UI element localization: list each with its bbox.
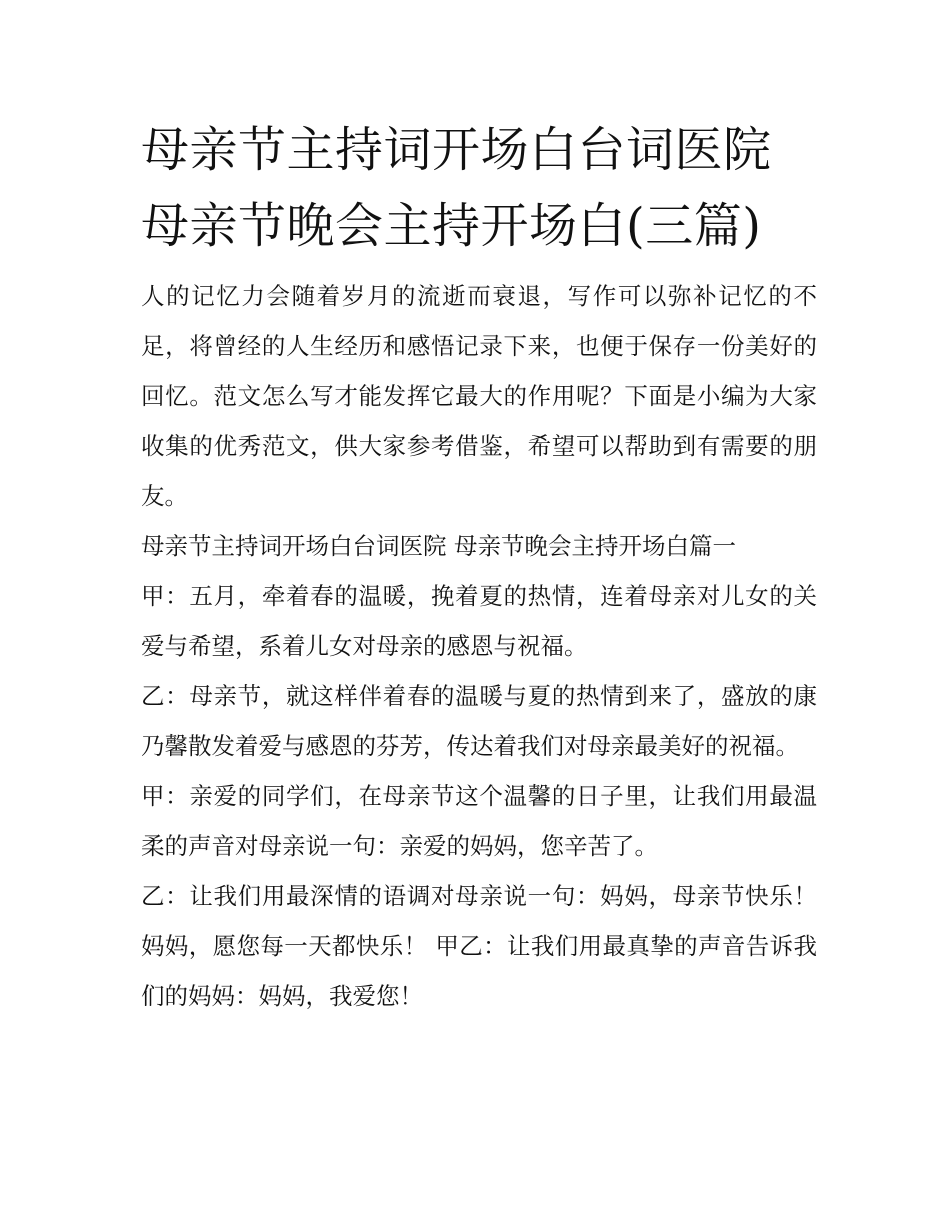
section-heading: 母亲节主持词开场白台词医院 母亲节晚会主持开场白篇一 — [141, 532, 736, 560]
dialogue-paragraph-3: 甲：亲爱的同学们，在母亲节这个温馨的日子里，让我们用最温柔的声音对母亲说一句：亲爱的妈妈，您辛苦了。 — [141, 782, 817, 860]
dialogue-paragraph-4: 乙：让我们用最深情的语调对母亲说一句：妈妈，母亲节快乐！妈妈，愿您每一天都快乐！ 甲乙：让我们用最真挚的声音告诉我们的妈妈：妈妈，我爱您！ — [141, 882, 817, 1010]
dialogue-paragraph-2: 乙：母亲节，就这样伴着春的温暖与夏的热情到来了，盛放的康乃馨散发着爱与感恩的芬芳，传达着我们对母亲最美好的祝福。 — [141, 682, 817, 760]
title-line-1: 母亲节主持词开场白台词医院 — [141, 122, 772, 178]
dialogue-paragraph-1: 甲：五月，牵着春的温暖，挽着夏的热情，连着母亲对儿女的关爱与希望，系着儿女对母亲的感恩与祝福。 — [141, 582, 817, 660]
document-page — [141, 112, 817, 1021]
document-title — [141, 112, 817, 264]
intro-paragraph: 人的记忆力会随着岁月的流逝而衰退，写作可以弥补记忆的不足，将曾经的人生经历和感悟记录下来，也便于保存一份美好的回忆。范文怎么写才能发挥它最大的作用呢？下面是小编为大家收集的优秀范文，供大家参考借鉴，希望可以帮助到有需要的朋友。 — [141, 282, 817, 510]
title-line-2: 母亲节晚会主持开场白(三篇) — [141, 198, 762, 254]
